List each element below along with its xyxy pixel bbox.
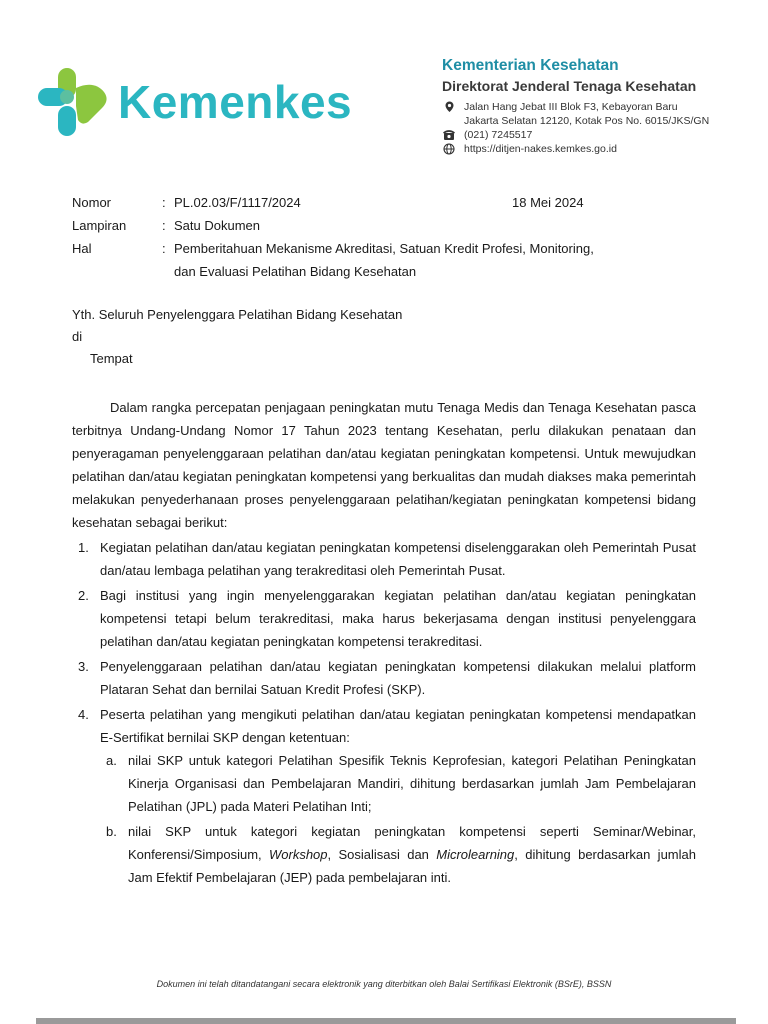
nomor-colon: : [162, 195, 166, 210]
lampiran-row [72, 214, 594, 237]
org-name: Kementerian Kesehatan [442, 57, 619, 74]
nomor-label: Nomor [72, 195, 112, 210]
globe-icon [442, 142, 456, 156]
sub-list [100, 749, 696, 889]
website-row [442, 142, 752, 156]
e-signature-note: Dokumen ini telah ditandatangani secara elektronik yang diterbitkan oleh Balai Sertifikasi Elektronik (BSrE), BSSN [156, 979, 612, 989]
sub-b-text-3: , dihitung berdasarkan jumlah Jam Efektif Pembelajaran (JEP) pada pembelajaran inti. [128, 847, 696, 885]
list-number: 1. [78, 540, 89, 555]
lampiran-label: Lampiran [72, 218, 127, 233]
list-number: 4. [78, 707, 89, 722]
sub-list-item-text [128, 824, 696, 885]
lampiran-value: Satu Dokumen [174, 218, 260, 233]
website-link[interactable]: https://ditjen-nakes.kemkes.go.id [464, 143, 617, 155]
list-number: 2. [78, 588, 89, 603]
location-pin-icon [442, 100, 456, 114]
hal-value: Pemberitahuan Mekanisme Akreditasi, Satuan Kredit Profesi, Monitoring, dan Evaluasi Pelatihan Bidang Kesehatan [174, 241, 594, 279]
list-item-text: Peserta pelatihan yang mengikuti pelatihan dan/atau kegiatan peningkatan kompetensi mendapatkan E-Sertifikat bernilai SKP dengan ketentuan: [100, 707, 696, 745]
sub-b-text-2: , Sosialisasi dan [327, 847, 437, 862]
footer-bar [36, 1018, 736, 1024]
sub-b-italic-1: Workshop [269, 847, 328, 862]
lampiran-colon: : [162, 218, 166, 233]
sub-list-letter: b. [106, 824, 117, 839]
kemenkes-logo-icon [36, 66, 112, 138]
letter-date: 18 Mei 2024 [512, 195, 584, 210]
recipient-line-3: Tempat [90, 351, 133, 366]
sub-list-item-text: nilai SKP untuk kategori Pelatihan Spesifik Teknis Keprofesian, kategori Pelatihan Peningkatan Kinerja Organisasi dan Pembelajaran Mandiri, dihitung berdasarkan jumlah Jam Pembelajaran Pelatihan (JPL) pada Materi Pelatihan Inti; [128, 753, 696, 814]
address-line-2: Jakarta Selatan 12120, Kotak Pos No. 6015/JKS/GN [464, 115, 710, 127]
recipient-line-1: Yth. Seluruh Penyelenggara Pelatihan Bidang Kesehatan [72, 307, 403, 322]
letterhead-org [442, 56, 752, 156]
list-number: 3. [78, 659, 89, 674]
recipient-block [72, 304, 402, 370]
intro-paragraph: Dalam rangka percepatan penjagaan peningkatan mutu Tenaga Medis dan Tenaga Kesehatan pasca terbitnya Undang-Undang Nomor 17 Tahun 2023 tentang Kesehatan, perlu dilakukan penataan dan penyeragaman penyelenggaraan pelatihan dan/atau kegiatan peningkatan kompetensi. Untuk mewujudkan pelatihan dan/atau kegiatan peningkatan kompetensi yang berkualitas dan mudah diakses maka pemerintah melakukan penyederhanaan proses penyelenggaraan pelatihan/kegiatan peningkatan kompetensi bidang kesehatan sebagai berikut: [72, 400, 696, 530]
recipient-line-2: di [72, 329, 83, 344]
list-item [72, 584, 696, 653]
phone-number: (021) 7245517 [464, 129, 533, 141]
org-unit: Direktorat Jenderal Tenaga Kesehatan [442, 78, 697, 94]
address-row [442, 100, 752, 128]
list-item [72, 536, 696, 582]
list-item-text: Kegiatan pelatihan dan/atau kegiatan peningkatan kompetensi diselenggarakan oleh Pemerintah Pusat dan/atau lembaga pelatihan yang terakreditasi oleh Pemerintah Pusat. [100, 540, 696, 578]
logo-wordmark: Kemenkes [118, 76, 353, 128]
sub-list-item [100, 749, 696, 818]
provisions-list [72, 536, 696, 889]
phone-icon [442, 128, 456, 142]
sub-list-letter: a. [106, 753, 117, 768]
phone-row [442, 128, 752, 142]
hal-label: Hal [72, 241, 92, 256]
sub-list-item [100, 820, 696, 889]
list-item-text: Bagi institusi yang ingin menyelenggarakan kegiatan pelatihan dan/atau kegiatan peningkatan kompetensi tetapi belum terakreditasi, maka harus bekerjasama dengan institusi penyelenggara pelatihan dan/atau kegiatan peningkatan kompetensi terakreditasi. [100, 588, 696, 649]
sub-b-italic-2: Microlearning [436, 847, 515, 862]
list-item-text: Penyelenggaraan pelatihan dan/atau kegiatan peningkatan kompetensi dilakukan melalui platform Plataran Sehat dan bernilai Satuan Kredit Profesi (SKP). [100, 659, 696, 697]
address-line-1: Jalan Hang Jebat III Blok F3, Kebayoran Baru [464, 101, 678, 113]
sub-b-text-1: nilai SKP untuk kategori kegiatan peningkatan kompetensi seperti Seminar/Webinar, Konferensi/Simposium, [128, 824, 696, 862]
list-item [72, 703, 696, 889]
hal-row [72, 237, 594, 283]
list-item [72, 655, 696, 701]
nomor-value: PL.02.03/F/1117/2024 [174, 195, 301, 210]
letter-body [72, 396, 696, 891]
hal-colon: : [162, 241, 166, 256]
